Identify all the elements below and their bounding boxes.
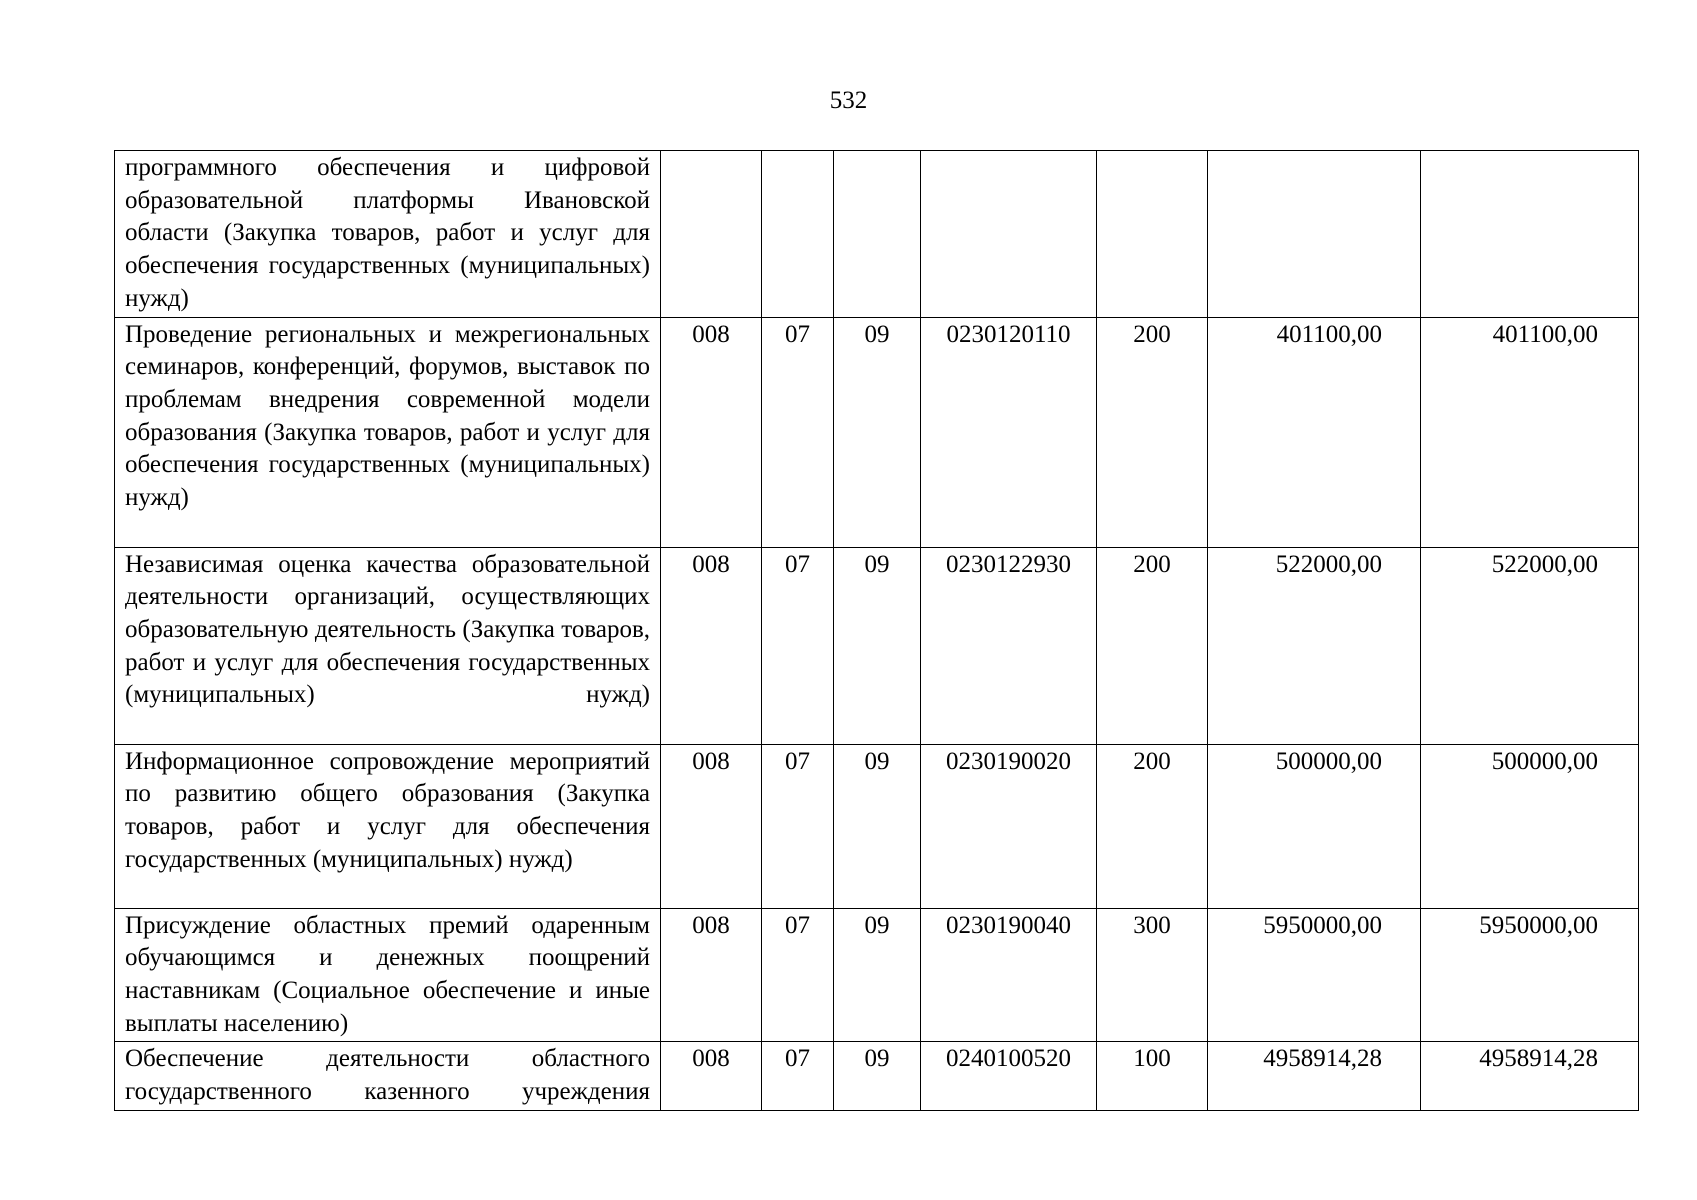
amount-year2: 522000,00 <box>1421 547 1639 744</box>
expense-type-code <box>1097 151 1208 318</box>
expense-type-code: 200 <box>1097 317 1208 547</box>
row-description: Обеспечение деятельности областного государственного казенного учреждения <box>115 1042 661 1110</box>
row-description: Присуждение областных премий одаренным обучающимся и денежных поощрений наставникам (Социальное обеспечение и иные выплаты населению) <box>115 908 661 1042</box>
table-row <box>115 317 1639 547</box>
expense-type-code: 200 <box>1097 547 1208 744</box>
row-description: Информационное сопровождение мероприятий по развитию общего образования (Закупка товаров, работ и услуг для обеспечения государственных (муниципальных) нужд) <box>115 744 661 908</box>
expense-type-code: 300 <box>1097 908 1208 1042</box>
subsection-code: 09 <box>834 908 921 1042</box>
amount-year1: 4958914,28 <box>1208 1042 1421 1110</box>
subsection-code: 09 <box>834 1042 921 1110</box>
ministry-code: 008 <box>661 908 762 1042</box>
subsection-code: 09 <box>834 744 921 908</box>
ministry-code: 008 <box>661 1042 762 1110</box>
subsection-code: 09 <box>834 547 921 744</box>
expense-type-code: 100 <box>1097 1042 1208 1110</box>
amount-year1: 5950000,00 <box>1208 908 1421 1042</box>
row-description: программного обеспечения и цифровой образовательной платформы Ивановской области (Закупка товаров, работ и услуг для обеспечения государственных (муниципальных) нужд) <box>115 151 661 318</box>
table-row <box>115 908 1639 1042</box>
ministry-code: 008 <box>661 744 762 908</box>
amount-year2 <box>1421 151 1639 318</box>
amount-year1: 401100,00 <box>1208 317 1421 547</box>
amount-year2: 5950000,00 <box>1421 908 1639 1042</box>
page-number: 532 <box>829 87 868 114</box>
amount-year2: 4958914,28 <box>1421 1042 1639 1110</box>
target-article-code: 0240100520 <box>921 1042 1097 1110</box>
subsection-code: 09 <box>834 317 921 547</box>
ministry-code <box>661 151 762 318</box>
amount-year1: 500000,00 <box>1208 744 1421 908</box>
table-row <box>115 151 1639 318</box>
section-code: 07 <box>762 317 834 547</box>
subsection-code <box>834 151 921 318</box>
amount-year2: 500000,00 <box>1421 744 1639 908</box>
target-article-code: 0230190040 <box>921 908 1097 1042</box>
row-description: Независимая оценка качества образовательной деятельности организаций, осуществляющих образовательную деятельность (Закупка товаров, работ и услуг для обеспечения государственных (муниципальных) нужд) <box>115 547 661 744</box>
amount-year2: 401100,00 <box>1421 317 1639 547</box>
section-code: 07 <box>762 908 834 1042</box>
table-row <box>115 547 1639 744</box>
ministry-code: 008 <box>661 317 762 547</box>
budget-table <box>114 150 1639 1111</box>
section-code: 07 <box>762 1042 834 1110</box>
target-article-code: 0230190020 <box>921 744 1097 908</box>
ministry-code: 008 <box>661 547 762 744</box>
section-code: 07 <box>762 744 834 908</box>
table-row <box>115 1042 1639 1110</box>
row-description: Проведение региональных и межрегиональных семинаров, конференций, форумов, выставок по проблемам внедрения современной модели образования (Закупка товаров, работ и услуг для обеспечения государственных (муниципальных) нужд) <box>115 317 661 547</box>
section-code <box>762 151 834 318</box>
target-article-code: 0230122930 <box>921 547 1097 744</box>
target-article-code: 0230120110 <box>921 317 1097 547</box>
target-article-code <box>921 151 1097 318</box>
amount-year1: 522000,00 <box>1208 547 1421 744</box>
amount-year1 <box>1208 151 1421 318</box>
section-code: 07 <box>762 547 834 744</box>
table-row <box>115 744 1639 908</box>
expense-type-code: 200 <box>1097 744 1208 908</box>
